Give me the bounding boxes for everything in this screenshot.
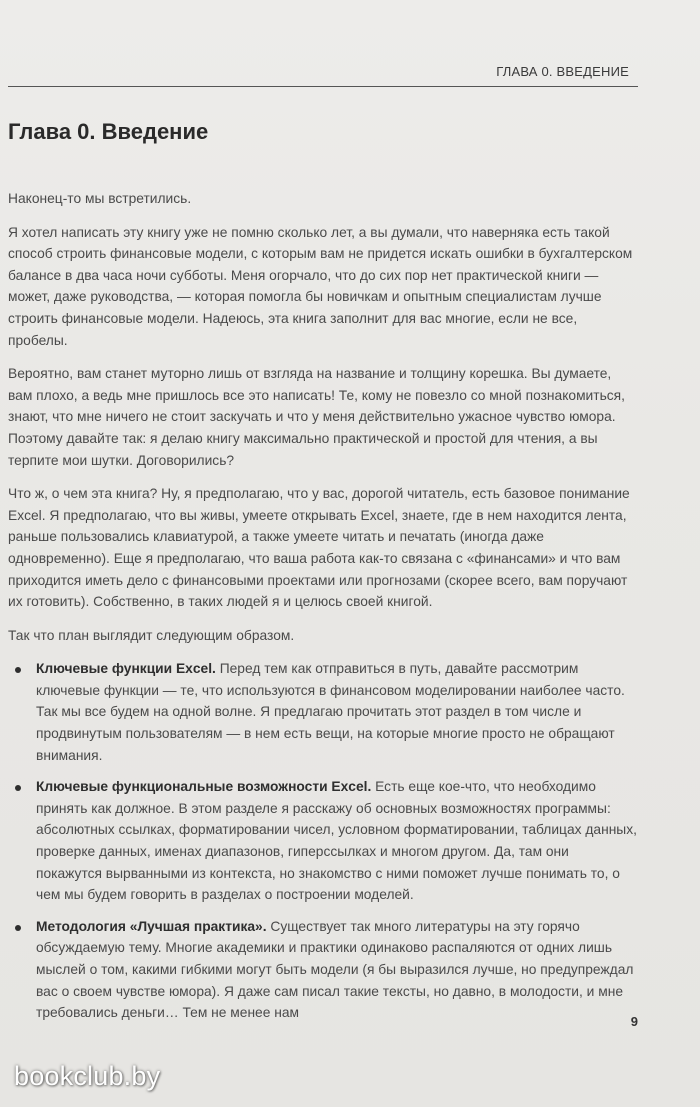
paragraph: Что ж, о чем эта книга? Ну, я предполагаю, что у вас, дорогой читатель, есть базовое понимание Excel. Я предполагаю, что вы живы, умеете открывать Excel, знаете, где в нем находится лента, раньше пользовались клавиатурой, а также умеете читать и печатать (иногда даже одновременно). Еще я предполагаю, что ваша работа как-то связана с «финансами» и что вам приходится иметь дело с финансовыми проектами или прогнозами (скорее всего, вам поручают их готовить). Собственно, в таких людей я и целюсь своей книгой. bbox=[8, 486, 630, 610]
body-text bbox=[8, 188, 638, 1034]
watermark: bookclub.by bbox=[14, 1061, 161, 1091]
list-item bbox=[8, 658, 638, 766]
list-item bbox=[8, 916, 638, 1024]
header-rule bbox=[8, 86, 638, 87]
paragraph: Наконец-то мы встретились. bbox=[8, 191, 192, 206]
bullet-term: Ключевые функциональные возможности Excel. bbox=[36, 779, 372, 795]
running-header-title: ГЛАВА 0. ВВЕДЕНИЕ bbox=[496, 64, 629, 79]
list-item bbox=[8, 776, 638, 906]
paragraph: Вероятно, вам станет муторно лишь от взгляда на название и толщину корешка. Вы думаете, вам плохо, а ведь мне пришлось все это написать! Те, кому не повезло со мной познакомиться, знают, что мне ничего не стоит заскучать и что у меня действительно ужасное чувство юмора. Поэтому давайте так: я делаю книгу максимально практической и простой для чтения, а вы терпите мои шутки. Договорились? bbox=[8, 366, 625, 468]
plan-bullet-list bbox=[8, 658, 638, 1024]
bullet-text: Существует так много литературы на эту горячо обсуждаемую тему. Многие академики и практики одинаково распаляются от одних лишь мыслей о том, какими гибкими могут быть модели (я бы выразился лучше, но предупреждал вас о своем чувстве юмора). Я даже сам писал такие тексты, но давно, в молодости, и мне требовались деньги… Тем не менее нам bbox=[36, 918, 634, 1021]
bullet-icon bbox=[15, 925, 21, 931]
paragraph: Я хотел написать эту книгу уже не помню сколько лет, а вы думали, что наверняка есть такой способ строить финансовые модели, с которым вам не придется искать ошибки в бухгалтерском балансе в два часа ночи субботы. Меня огорчало, что до сих пор нет практической книги — может, даже руководства, — которая помогла бы новичкам и опытным специалистам лучше строить финансовые модели. Надеюсь, эта книга заполнит для вас многие, если не все, пробелы. bbox=[8, 224, 633, 348]
page-number: 9 bbox=[630, 1014, 638, 1029]
bullet-term: Ключевые функции Excel. bbox=[36, 661, 216, 677]
paragraph: Так что план выглядит следующим образом. bbox=[8, 627, 295, 643]
bullet-icon bbox=[15, 785, 21, 791]
bullet-term: Методология «Лучшая практика». bbox=[36, 918, 267, 934]
bullet-text: Перед тем как отправиться в путь, давайте рассмотрим ключевые функции — те, что используются в финансовом моделировании наиболее часто. Так мы все будем на одной волне. Я предлагаю прочитать этот раздел в том числе и продвинутым пользователям — в нем есть вещи, на которые многие просто не обращают внимания. bbox=[36, 661, 625, 763]
chapter-title: Глава 0. Введение bbox=[8, 119, 209, 144]
bullet-icon bbox=[15, 667, 21, 673]
bullet-text: Есть еще кое-что, что необходимо принять как должное. В этом разделе я расскажу об основных возможностях программы: абсолютных ссылках, форматировании чисел, условном форматировании, таблицах данных, проверке данных, именах диапазонов, гиперссылках и многом другом. Да, там они покажутся вырванными из контекста, но знакомство с ними поможет лучше понимать то, о чем мы будем говорить в разделах о построении моделей. bbox=[36, 779, 637, 903]
